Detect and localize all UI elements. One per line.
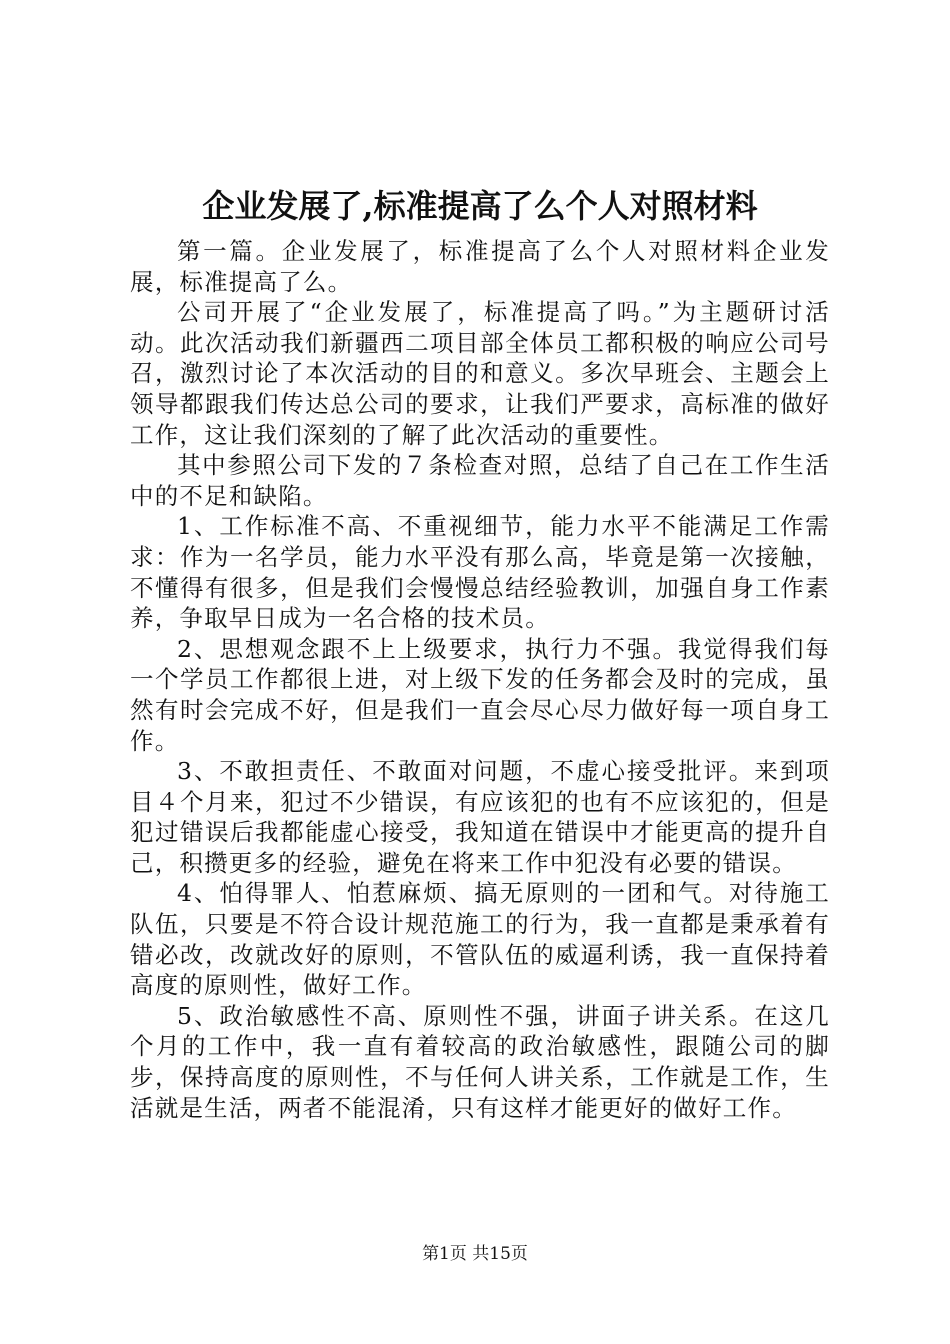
paragraph: 其中参照公司下发的７条检查对照，总结了自己在工作生活中的不足和缺陷。: [130, 451, 830, 510]
paragraph: 公司开展了“企业发展了，标准提高了吗。”为主题研讨活动。此次活动我们新疆西二项目部全体员工都积极的响应公司号召，激烈讨论了本次活动的目的和意义。多次早班会、主题会上领导都跟我们传达总公司的要求，让我们严要求，高标准的做好工作，这让我们深刻的了解了此次活动的重要性。: [130, 298, 830, 449]
page-number-footer: 第1页 共15页: [422, 1244, 528, 1264]
document-body: [130, 236, 830, 1123]
paragraph: 1、工作标准不高、不重视细节，能力水平不能满足工作需求：作为一名学员，能力水平没有那么高，毕竟是第一次接触，不懂得有很多，但是我们会慢慢总结经验教训，加强自身工作素养，争取早日成为一名合格的技术员。: [130, 512, 830, 633]
paragraph: 2、思想观念跟不上上级要求，执行力不强。我觉得我们每一个学员工作都很上进，对上级下发的任务都会及时的完成，虽然有时会完成不好，但是我们一直会尽心尽力做好每一项自身工作。: [130, 634, 830, 755]
paragraph: 4、怕得罪人、怕惹麻烦、搞无原则的一团和气。对待施工队伍，只要是不符合设计规范施工的行为，我一直都是秉承着有错必改，改就改好的原则，不管队伍的威逼利诱，我一直保持着高度的原则性，做好工作。: [130, 879, 830, 1000]
paragraph: 3、不敢担责任、不敢面对问题，不虚心接受批评。来到项目４个月来，犯过不少错误，有应该犯的也有不应该犯的，但是犯过错误后我都能虚心接受，我知道在错误中才能更高的提升自己，积攒更多的经验，避免在将来工作中犯没有必要的错误。: [130, 757, 830, 877]
paragraph: 5、政治敏感性不高、原则性不强，讲面子讲关系。在这几个月的工作中，我一直有着较高的政治敏感性，跟随公司的脚步，保持高度的原则性，不与任何人讲关系，工作就是工作，生活就是生活，两者不能混淆，只有这样才能更好的做好工作。: [130, 1001, 830, 1122]
paragraph: 第一篇。企业发展了，标准提高了么个人对照材料企业发展，标准提高了么。: [130, 237, 830, 296]
document-title: 企业发展了,标准提高了么个人对照材料: [202, 187, 758, 225]
